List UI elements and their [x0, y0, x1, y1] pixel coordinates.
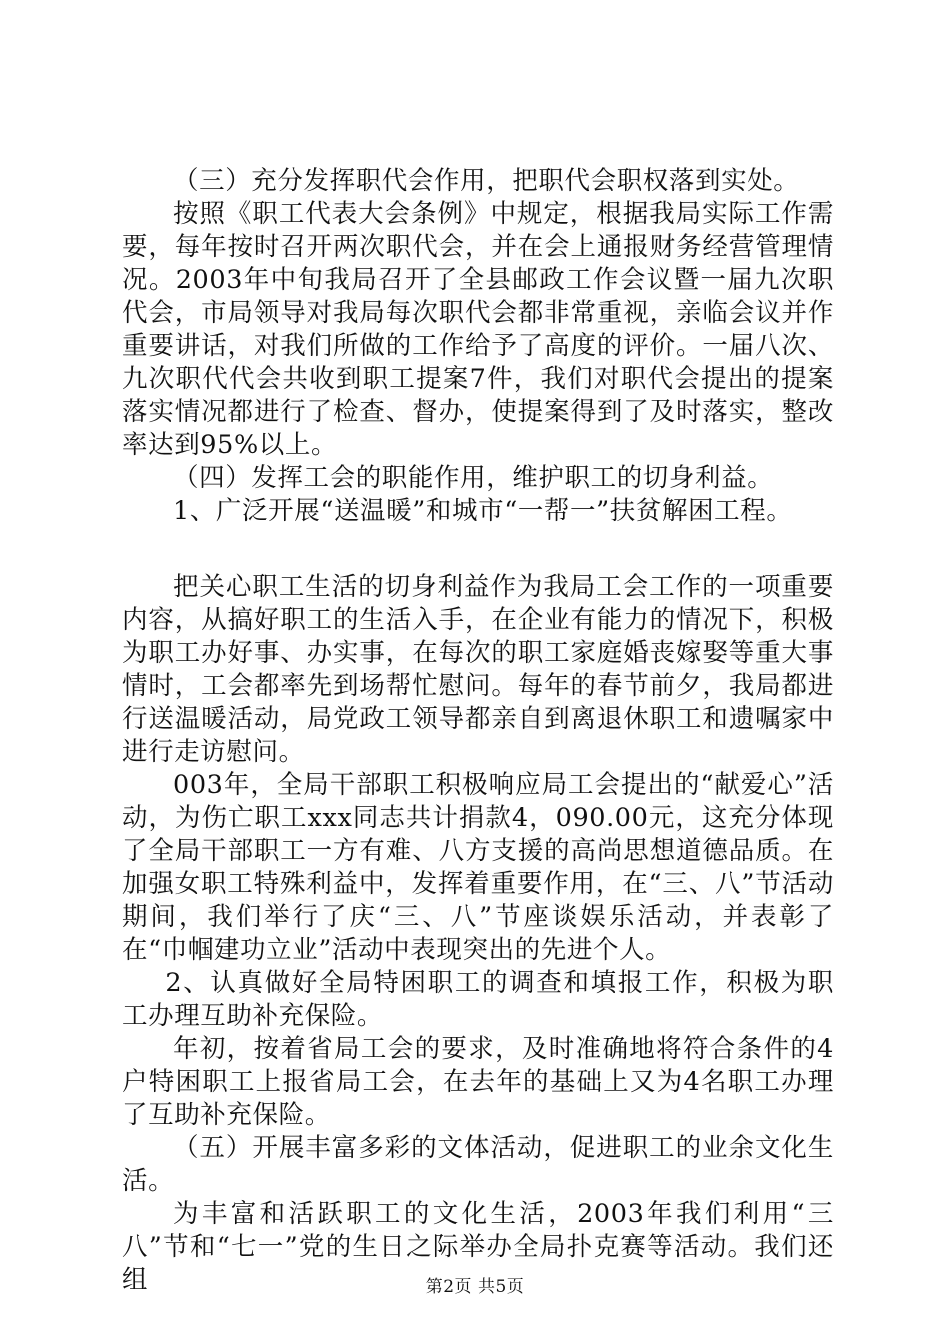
section-heading-4: （四）发挥工会的职能作用，维护职工的切身利益。 [173, 463, 774, 493]
page-number-footer: 第2页 共5页 [425, 1277, 525, 1297]
paragraph-workers-congress: 按照《职工代表大会条例》中规定，根据我局实际工作需要，每年按时召开两次职代会，并在会上通报财务经营管理情况。2003年中旬我局召开了全县邮政工作会议暨一届九次职代会，市局领导对我局每次职代会都非常重视，亲临会议并作重要讲话，对我们所做的工作给予了高度的评价。一届八次、九次职代代会共收到职工提案7件，我们对职代会提出的提案落实情况都进行了检查、督办，使提案得到了及时落实，整改率达到95%以上。 [122, 199, 834, 460]
paragraph-cultural-activities: 为丰富和活跃职工的文化生活，2003年我们利用“三八”节和“七一”党的生日之际举办全局扑克赛等活动。我们还组 [122, 1199, 834, 1295]
subheading-1: 1、广泛开展“送温暖”和城市“一帮一”扶贫解困工程。 [173, 496, 793, 526]
section-heading-5: （五）开展丰富多彩的文体活动，促进职工的业余文化生活。 [122, 1133, 834, 1196]
subheading-2: 2、认真做好全局特困职工的调查和填报工作，积极为职工办理互助补充保险。 [122, 968, 834, 1031]
paragraph-insurance: 年初，按着省局工会的要求，及时准确地将符合条件的4户特困职工上报省局工会，在去年的基础上又为4名职工办理了互助补充保险。 [122, 1034, 834, 1130]
document-body [122, 165, 834, 1297]
paragraph-care-for-workers: 把关心职工生活的切身利益作为我局工会工作的一项重要内容，从搞好职工的生活入手，在企业有能力的情况下，积极为职工办好事、办实事，在每次的职工家庭婚丧嫁娶等重大事情时，工会都率先到场帮忙慰问。每年的春节前夕，我局都进行送温暖活动，局党政工领导都亲自到离退休职工和遗嘱家中进行走访慰问。 [122, 572, 834, 767]
section-heading-3: （三）充分发挥职代会作用，把职代会职权落到实处。 [173, 166, 800, 196]
spacer [122, 528, 834, 571]
paragraph-donation: 003年，全局干部职工积极响应局工会提出的“献爱心”活动，为伤亡职工xxx同志共计捐款4，090.00元，这充分体现了全局干部职工一方有难、八方支援的高尚思想道德品质。在加强女职工特殊利益中，发挥着重要作用，在“三、八”节活动期间，我们举行了庆“三、八”节座谈娱乐活动，并表彰了在“巾帼建功立业”活动中表现突出的先进个人。 [122, 770, 834, 965]
